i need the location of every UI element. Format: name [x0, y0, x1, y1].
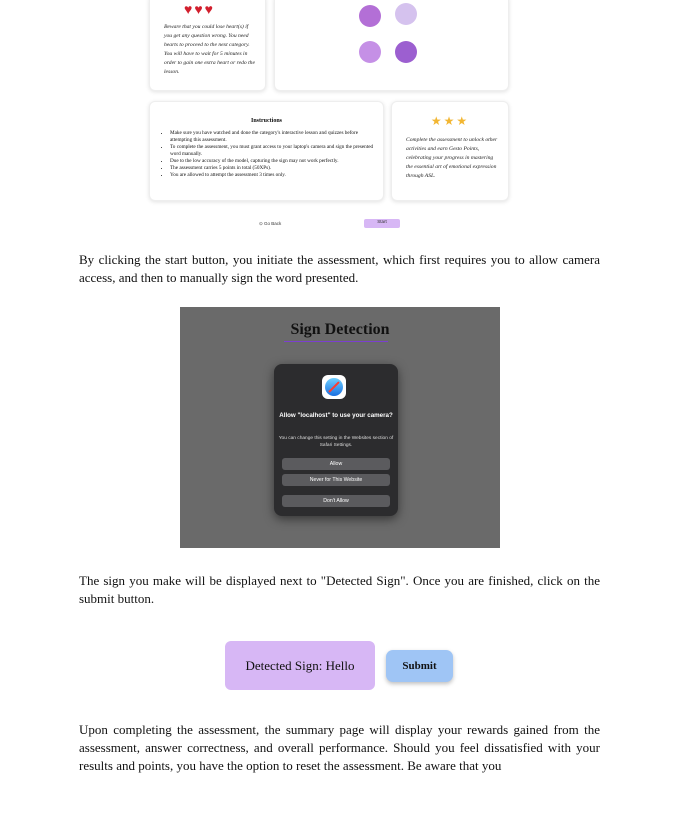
mascot-figure-1 — [359, 5, 381, 27]
compass-icon — [325, 378, 343, 396]
mascot-figure-4 — [395, 41, 417, 63]
camera-permission-dialog — [274, 364, 398, 516]
dont-allow-button[interactable]: Don't Allow — [282, 495, 390, 507]
hearts-card — [149, 0, 266, 91]
dialog-body: You can change this setting in the Websites section of Safari Settings. — [278, 436, 394, 448]
detected-sign-box: Detected Sign: Hello — [225, 641, 375, 690]
instruction-item: • Make sure you have watched and done the category's interactive lesson and quizzes before attempting this assessment. — [170, 130, 378, 144]
submit-button[interactable]: Submit — [386, 650, 453, 682]
mascot-figure-3 — [359, 41, 381, 63]
instruction-item: • To complete the assessment, you must grant access to your laptop's camera and sign the presented word manually. — [170, 144, 378, 158]
start-label: Start — [377, 219, 387, 224]
stars-icon: ★★★ — [430, 114, 470, 128]
mascot-card — [274, 0, 509, 91]
dialog-heading: Allow "localhost" to use your camera? — [279, 412, 393, 419]
instructions-card — [149, 101, 384, 201]
start-button[interactable] — [364, 219, 400, 228]
never-for-website-button[interactable]: Never for This Website — [282, 474, 390, 486]
instruction-item: • You are allowed to attempt the assessment 3 times only. — [170, 172, 378, 179]
instructions-title: Instructions — [250, 118, 282, 124]
hearts-warning-text: Beware that you could lose heart(s) if you get any question wrong. You need hearts to proceed to the next category. You will have to wait for 5 minutes in order to gain one extra heart or redo the lesson. — [164, 24, 255, 75]
title-underline — [284, 341, 388, 342]
instruction-item: • Due to the low accuracy of the model, capturing the sign may not work perfectly. — [170, 158, 378, 165]
sign-detection-title: Sign Detection — [290, 321, 390, 338]
go-back-icon: ⊙ — [259, 221, 265, 226]
compass-needle — [328, 381, 339, 392]
paragraph-start-instructions: By clicking the start button, you initiate the assessment, which first requires you to allow camera access, and then to manually sign the word presented. — [79, 252, 600, 285]
go-back-button[interactable] — [259, 221, 281, 227]
instructions-list — [160, 130, 378, 179]
paragraph-summary: Upon completing the assessment, the summary page will display your rewards gained from the assessment, answer correctness, and overall performance. Should you feel dissatisfied with your results and points, you have the option to reset the assessment. Be aware that you — [79, 722, 600, 773]
safari-icon — [322, 375, 346, 399]
sign-detection-screenshot — [180, 307, 500, 548]
allow-button[interactable]: Allow — [282, 458, 390, 470]
mascot-illustration — [357, 1, 427, 71]
paragraph-detected-sign: The sign you make will be displayed next to "Detected Sign". Once you are finished, click on the submit button. — [79, 573, 600, 606]
rewards-card — [391, 101, 509, 201]
go-back-label: Go Back — [264, 221, 282, 226]
hearts-icon: ♥♥♥ — [184, 3, 215, 18]
mascot-figure-2 — [395, 3, 417, 25]
rewards-text: Complete the assessment to unlock other activities and earn Gesto Points, celebrating your progress in mastering the essential art of emotional expression through ASL. — [406, 137, 498, 179]
instruction-item: • The assessment carries 5 points in total (50XPs). — [170, 165, 378, 172]
